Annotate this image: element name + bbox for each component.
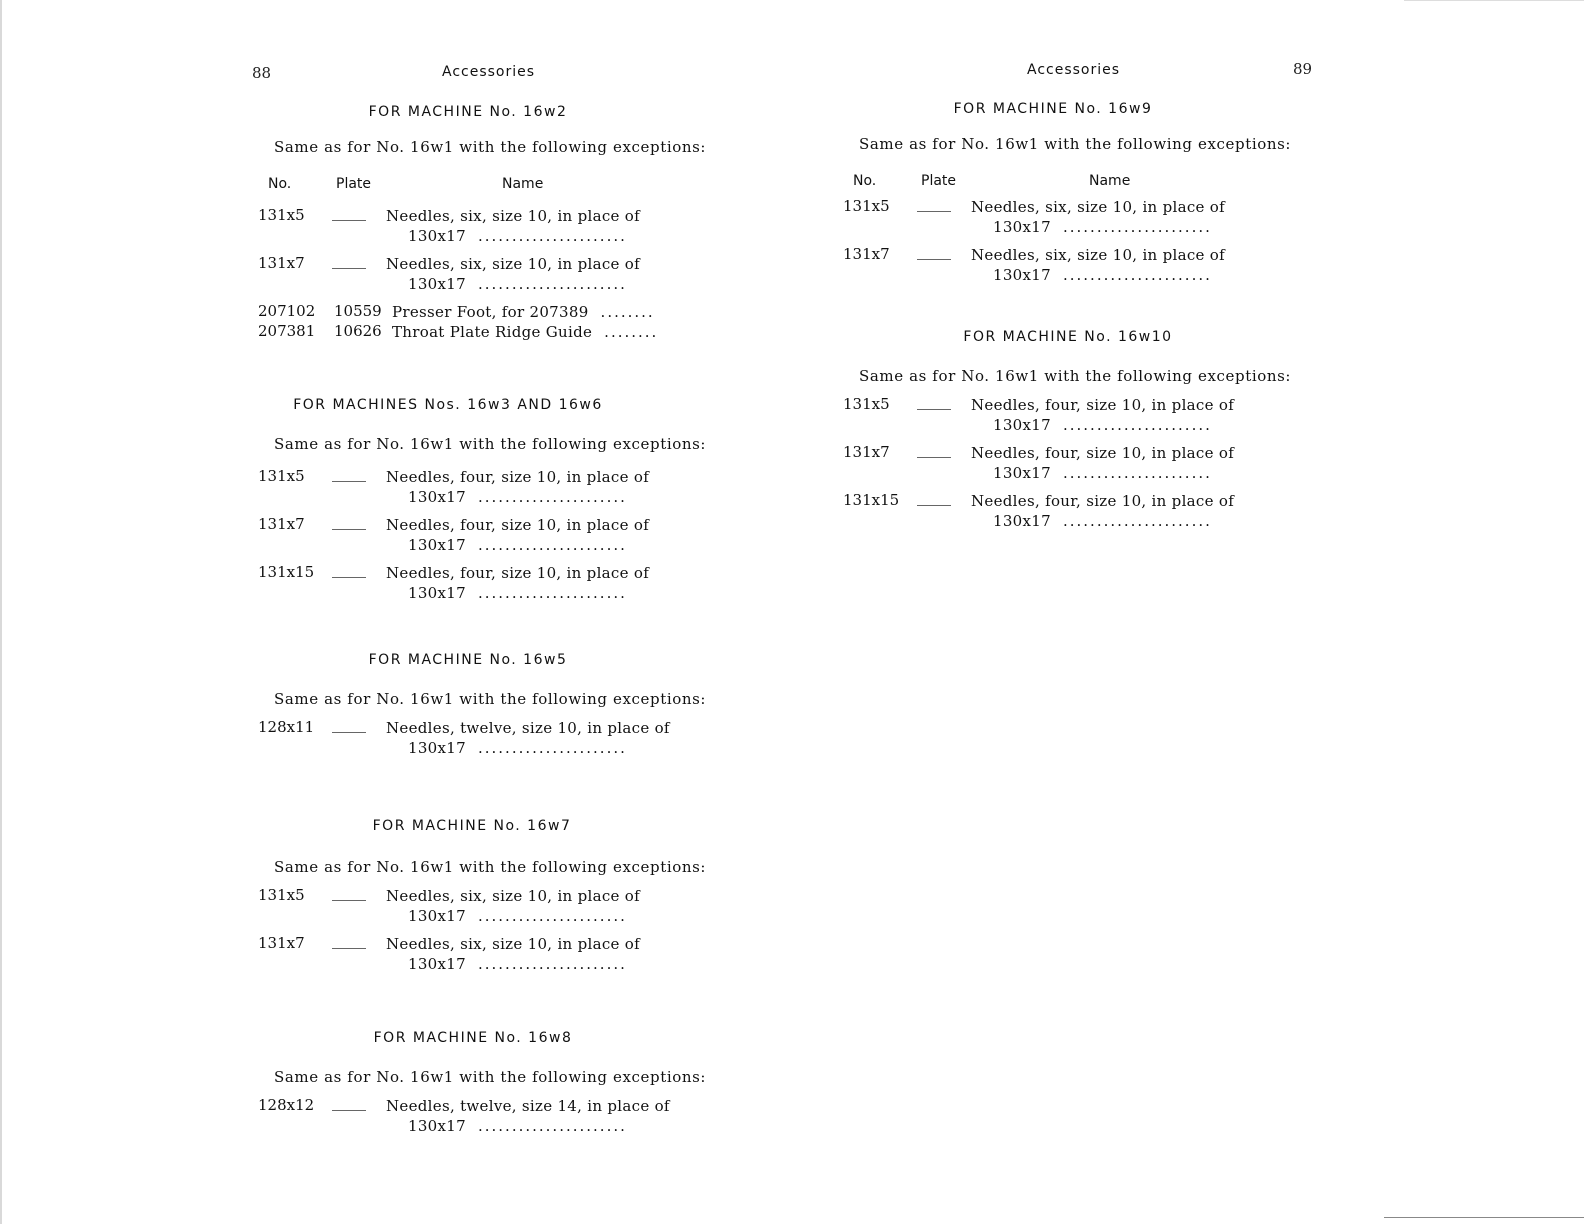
part-name-cont: 130x17 — [408, 227, 466, 245]
table-row: 207102 10559 Presser Foot, for 207389 ........ — [258, 302, 655, 321]
part-number: 131x15 — [843, 491, 900, 509]
section-16w2 — [258, 104, 707, 350]
running-head: Accessories — [442, 64, 536, 80]
section-intro: Same as for No. 16w1 with the following exceptions: — [274, 1068, 707, 1086]
table-row: 131x5 Needles, four, size 10, in place of 130x17 ...................... — [258, 467, 678, 507]
parts-list — [843, 197, 1263, 285]
header-plate: Plate — [921, 173, 957, 189]
part-name-cont: 130x17 — [408, 584, 466, 602]
plate-dash — [332, 254, 366, 272]
plate-dash — [332, 1096, 366, 1114]
section-title: FOR MACHINE No. 16w2 — [368, 104, 568, 120]
part-name-cont: 130x17 — [408, 739, 466, 757]
part-number: 131x15 — [258, 563, 315, 581]
part-name: Needles, four, size 10, in place of — [386, 564, 650, 582]
section-16w5 — [258, 652, 707, 766]
section-16w9 — [843, 101, 1292, 293]
part-name: Presser Foot, for 207389 — [392, 303, 589, 321]
part-number: 207102 — [258, 302, 316, 320]
part-number: 131x7 — [258, 254, 305, 272]
plate-dash — [332, 467, 366, 485]
part-number: 131x7 — [258, 934, 305, 952]
header-no: No. — [853, 173, 877, 189]
section-16w8 — [258, 1030, 707, 1144]
section-title: FOR MACHINES Nos. 16w3 AND 16w6 — [293, 397, 603, 413]
part-name-cont: 130x17 — [993, 464, 1051, 482]
section-16w3-16w6 — [258, 397, 707, 611]
part-number: 131x7 — [843, 443, 890, 461]
parts-list — [258, 467, 678, 603]
part-number: 131x5 — [843, 395, 890, 413]
plate-dash — [917, 443, 951, 461]
part-name-cont: 130x17 — [408, 275, 466, 293]
table-row: 128x11 Needles, twelve, size 10, in place of 130x17 ...................... — [258, 718, 678, 758]
plate-number: 10626 — [334, 322, 382, 340]
part-number: 131x5 — [258, 206, 305, 224]
part-number: 131x5 — [258, 467, 305, 485]
plate-number: 10559 — [334, 302, 382, 320]
table-row: 131x5 Needles, four, size 10, in place of 130x17 ...................... — [843, 395, 1263, 435]
plate-dash — [917, 491, 951, 509]
plate-dash — [917, 395, 951, 413]
scan-edge-line — [0, 0, 2, 1224]
table-row: 207381 10626 Throat Plate Ridge Guide ........ — [258, 322, 659, 341]
parts-list — [258, 1096, 678, 1136]
part-number: 131x5 — [843, 197, 890, 215]
table-row: 131x7 Needles, four, size 10, in place of 130x17 ...................... — [843, 443, 1263, 483]
plate-dash — [332, 886, 366, 904]
plate-dash — [917, 245, 951, 263]
parts-list — [258, 718, 678, 758]
section-intro: Same as for No. 16w1 with the following exceptions: — [274, 858, 707, 876]
parts-list — [258, 206, 678, 342]
part-name: Needles, six, size 10, in place of — [386, 207, 640, 225]
page-number: 88 — [252, 64, 272, 82]
section-intro: Same as for No. 16w1 with the following exceptions: — [274, 435, 707, 453]
part-name: Needles, six, size 10, in place of — [386, 887, 640, 905]
page-number: 89 — [1293, 60, 1313, 78]
part-name: Needles, six, size 10, in place of — [971, 198, 1225, 216]
section-intro: Same as for No. 16w1 with the following exceptions: — [274, 138, 707, 156]
plate-dash — [332, 718, 366, 736]
section-intro: Same as for No. 16w1 with the following exceptions: — [859, 135, 1292, 153]
plate-dash — [332, 515, 366, 533]
section-title: FOR MACHINE No. 16w7 — [372, 818, 572, 834]
part-name-cont: 130x17 — [993, 416, 1051, 434]
column-headers — [258, 176, 678, 196]
section-title: FOR MACHINE No. 16w10 — [963, 329, 1173, 345]
section-title: FOR MACHINE No. 16w8 — [373, 1030, 573, 1046]
table-row: 131x7 Needles, six, size 10, in place of 130x17 ...................... — [258, 934, 678, 974]
scan-top-line — [1404, 0, 1584, 1]
section-intro: Same as for No. 16w1 with the following exceptions: — [859, 367, 1292, 385]
part-name: Needles, six, size 10, in place of — [386, 935, 640, 953]
table-row: 131x5 Needles, six, size 10, in place of 130x17 ...................... — [843, 197, 1263, 237]
header-no: No. — [268, 176, 292, 192]
table-row: 128x12 Needles, twelve, size 14, in place of 130x17 ...................... — [258, 1096, 678, 1136]
section-title: FOR MACHINE No. 16w9 — [953, 101, 1153, 117]
running-head: Accessories — [1027, 62, 1121, 78]
part-name: Needles, twelve, size 14, in place of — [386, 1097, 670, 1115]
header-name: Name — [1089, 173, 1131, 189]
part-name-cont: 130x17 — [993, 218, 1051, 236]
part-name-cont: 130x17 — [993, 512, 1051, 530]
part-name: Needles, twelve, size 10, in place of — [386, 719, 670, 737]
part-number: 131x7 — [843, 245, 890, 263]
part-name-cont: 130x17 — [408, 488, 466, 506]
header-plate: Plate — [336, 176, 372, 192]
part-name: Throat Plate Ridge Guide — [392, 323, 593, 341]
part-number: 128x12 — [258, 1096, 315, 1114]
part-name: Needles, four, size 10, in place of — [386, 516, 650, 534]
section-intro: Same as for No. 16w1 with the following exceptions: — [274, 690, 707, 708]
part-name-cont: 130x17 — [408, 955, 466, 973]
part-name-cont: 130x17 — [993, 266, 1051, 284]
section-title: FOR MACHINE No. 16w5 — [368, 652, 568, 668]
plate-dash — [917, 197, 951, 215]
scan-corner-line — [1384, 1217, 1584, 1218]
parts-list — [258, 886, 678, 974]
part-name: Needles, six, size 10, in place of — [971, 246, 1225, 264]
section-16w10 — [843, 329, 1292, 539]
part-number: 128x11 — [258, 718, 315, 736]
part-name: Needles, four, size 10, in place of — [971, 396, 1235, 414]
plate-dash — [332, 563, 366, 581]
part-name-cont: 130x17 — [408, 1117, 466, 1135]
part-name: Needles, four, size 10, in place of — [386, 468, 650, 486]
part-number: 131x5 — [258, 886, 305, 904]
parts-list — [843, 395, 1263, 531]
part-name: Needles, six, size 10, in place of — [386, 255, 640, 273]
table-row: 131x5 Needles, six, size 10, in place of 130x17 ...................... — [258, 886, 678, 926]
part-name: Needles, four, size 10, in place of — [971, 444, 1235, 462]
plate-dash — [332, 206, 366, 224]
table-row: 131x7 Needles, four, size 10, in place of 130x17 ...................... — [258, 515, 678, 555]
table-row: 131x7 Needles, six, size 10, in place of 130x17 ...................... — [258, 254, 678, 294]
part-name: Needles, four, size 10, in place of — [971, 492, 1235, 510]
column-headers — [843, 173, 1263, 193]
header-name: Name — [502, 176, 544, 192]
plate-dash — [332, 934, 366, 952]
table-row: 131x15 Needles, four, size 10, in place of 130x17 ...................... — [258, 563, 678, 603]
part-name-cont: 130x17 — [408, 536, 466, 554]
part-number: 207381 — [258, 322, 316, 340]
section-16w7 — [258, 818, 707, 982]
table-row: 131x5 Needles, six, size 10, in place of 130x17 ...................... — [258, 206, 678, 246]
table-row: 131x15 Needles, four, size 10, in place of 130x17 ...................... — [843, 491, 1263, 531]
table-row: 131x7 Needles, six, size 10, in place of 130x17 ...................... — [843, 245, 1263, 285]
part-name-cont: 130x17 — [408, 907, 466, 925]
part-number: 131x7 — [258, 515, 305, 533]
